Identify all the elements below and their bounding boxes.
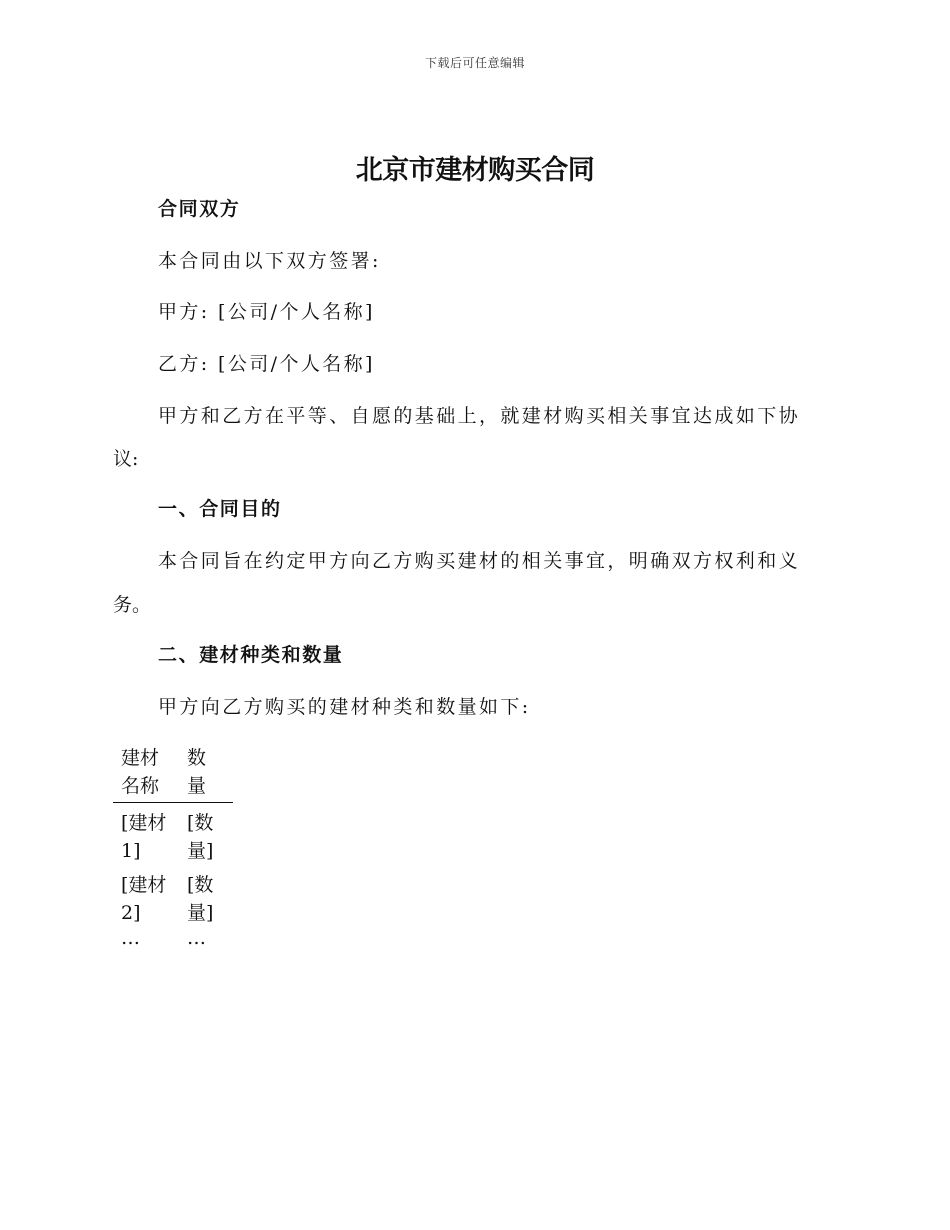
table-header-material-name: 建材名称 xyxy=(113,744,187,803)
table-cell-quantity: … xyxy=(187,927,206,949)
table-cell-quantity: [数量] xyxy=(187,874,214,924)
table-cell-material: … xyxy=(121,927,140,949)
table-row xyxy=(113,803,233,866)
parties-intro: 本合同由以下双方签署: xyxy=(158,250,381,272)
table-cell-material: [建材1] xyxy=(121,812,167,862)
agreement-text-line-1: 甲方和乙方在平等、自愿的基础上，就建材购买相关事宜达成如下协 xyxy=(158,405,801,427)
section-heading-parties: 合同双方 xyxy=(158,198,241,220)
table-row xyxy=(113,865,233,927)
purpose-text-line-1: 本合同旨在约定甲方向乙方购买建材的相关事宜，明确双方权利和义 xyxy=(158,550,801,572)
section-heading-materials: 二、建材种类和数量 xyxy=(158,644,344,666)
materials-intro: 甲方向乙方购买的建材种类和数量如下: xyxy=(158,696,531,718)
section-heading-purpose: 一、合同目的 xyxy=(158,498,282,520)
table-cell-quantity: [数量] xyxy=(187,812,214,862)
agreement-text-line-2: 议: xyxy=(113,448,139,470)
purpose-text-line-2: 务。 xyxy=(113,594,152,616)
table-header-quantity: 数量 xyxy=(187,744,233,803)
table-header-row xyxy=(113,744,233,803)
header-note: 下载后可任意编辑 xyxy=(424,56,525,70)
table-cell-material: [建材2] xyxy=(121,874,167,924)
party-b-line: 乙方: [公司/个人名称] xyxy=(158,353,375,375)
party-a-line: 甲方: [公司/个人名称] xyxy=(158,301,375,323)
table-row xyxy=(113,927,233,949)
materials-table xyxy=(113,744,233,949)
document-title: 北京市建材购买合同 xyxy=(355,155,595,186)
